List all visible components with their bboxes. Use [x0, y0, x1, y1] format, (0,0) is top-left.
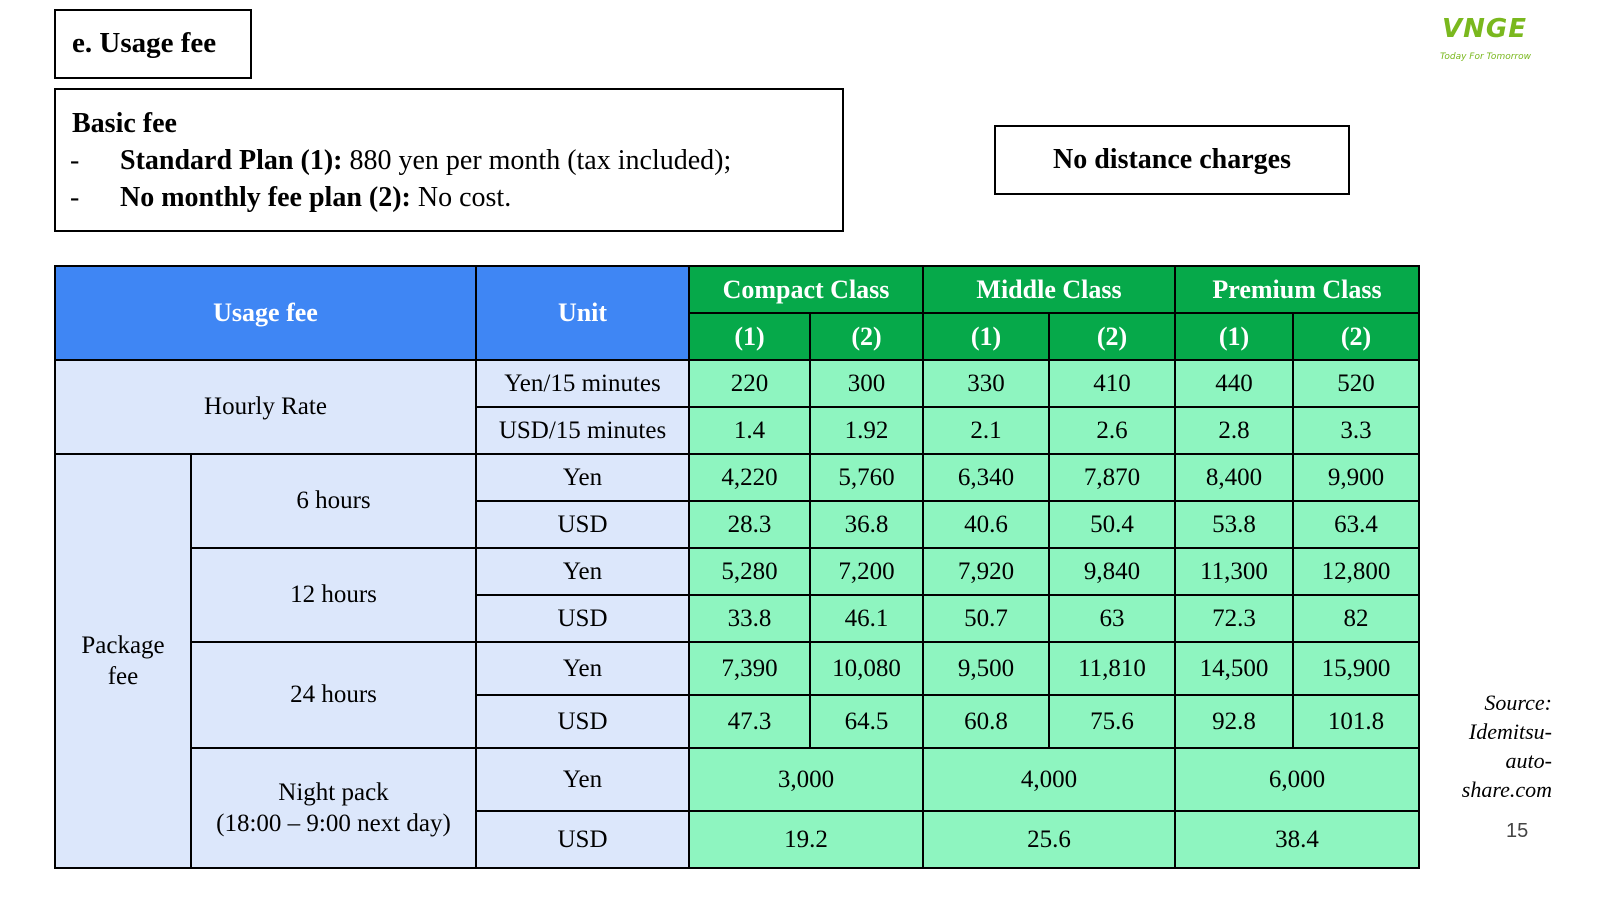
logo-brand: VNGE: [1442, 14, 1527, 44]
page-number: 15: [1506, 820, 1529, 842]
value-cell: 5,280: [689, 548, 810, 595]
unit-cell: Yen: [476, 642, 689, 695]
value-cell: 8,400: [1175, 454, 1293, 501]
value-cell: 38.4: [1175, 811, 1419, 868]
plan-name: Standard Plan (1):: [120, 145, 343, 176]
header-premium-class: Premium Class: [1175, 266, 1419, 313]
value-cell: 1.92: [810, 407, 923, 454]
plan-desc: 880 yen per month (tax included);: [342, 145, 732, 176]
header-plan: (1): [689, 313, 810, 360]
value-cell: 6,000: [1175, 748, 1419, 811]
value-cell: 28.3: [689, 501, 810, 548]
header-middle-class: Middle Class: [923, 266, 1175, 313]
value-cell: 36.8: [810, 501, 923, 548]
value-cell: 4,000: [923, 748, 1175, 811]
value-cell: 50.4: [1049, 501, 1175, 548]
section-title-box: [54, 9, 252, 79]
value-cell: 410: [1049, 360, 1175, 407]
value-cell: 15,900: [1293, 642, 1419, 695]
unit-cell: Yen: [476, 548, 689, 595]
value-cell: 11,300: [1175, 548, 1293, 595]
source-line: auto-: [1505, 748, 1552, 773]
value-cell: 300: [810, 360, 923, 407]
value-cell: 220: [689, 360, 810, 407]
unit-cell: USD: [476, 695, 689, 748]
vnge-logo: [1440, 6, 1566, 70]
usage-fee-table: [54, 265, 1420, 869]
header-plan: (1): [923, 313, 1049, 360]
table-row: [55, 548, 1419, 595]
value-cell: 7,390: [689, 642, 810, 695]
value-cell: 60.8: [923, 695, 1049, 748]
value-cell: 1.4: [689, 407, 810, 454]
value-cell: 33.8: [689, 595, 810, 642]
unit-cell: Yen/15 minutes: [476, 360, 689, 407]
basic-fee-box: [54, 88, 844, 232]
header-unit: Unit: [476, 266, 689, 360]
value-cell: 46.1: [810, 595, 923, 642]
duration-label-night-pack: [191, 748, 476, 868]
value-cell: 2.8: [1175, 407, 1293, 454]
duration-label: 6 hours: [191, 454, 476, 548]
section-title: e. Usage fee: [72, 27, 217, 59]
value-cell: 72.3: [1175, 595, 1293, 642]
plan-name: No monthly fee plan (2):: [120, 182, 411, 213]
source-line: share.com: [1461, 777, 1552, 802]
value-cell: 50.7: [923, 595, 1049, 642]
value-cell: 47.3: [689, 695, 810, 748]
value-cell: 440: [1175, 360, 1293, 407]
basic-fee-title: Basic fee: [72, 108, 177, 139]
value-cell: 63.4: [1293, 501, 1419, 548]
header-compact-class: Compact Class: [689, 266, 923, 313]
table-row: [55, 454, 1419, 501]
value-cell: 9,500: [923, 642, 1049, 695]
source-line: Idemitsu-: [1468, 719, 1552, 744]
row-label-package-fee: Package fee: [55, 454, 191, 868]
value-cell: 64.5: [810, 695, 923, 748]
value-cell: 3.3: [1293, 407, 1419, 454]
value-cell: 6,340: [923, 454, 1049, 501]
value-cell: 12,800: [1293, 548, 1419, 595]
value-cell: 9,900: [1293, 454, 1419, 501]
value-cell: 10,080: [810, 642, 923, 695]
value-cell: 330: [923, 360, 1049, 407]
plan-desc: No cost.: [410, 182, 512, 213]
header-usage-fee: Usage fee: [55, 266, 476, 360]
source-label: Source:: [1484, 690, 1552, 715]
duration-label: 12 hours: [191, 548, 476, 642]
value-cell: 7,870: [1049, 454, 1175, 501]
unit-cell: Yen: [476, 748, 689, 811]
value-cell: 40.6: [923, 501, 1049, 548]
table-row: [55, 748, 1419, 811]
value-cell: 101.8: [1293, 695, 1419, 748]
table-row: [55, 642, 1419, 695]
value-cell: 25.6: [923, 811, 1175, 868]
value-cell: 9,840: [1049, 548, 1175, 595]
row-label-hourly-rate: Hourly Rate: [55, 360, 476, 454]
value-cell: 92.8: [1175, 695, 1293, 748]
value-cell: 63: [1049, 595, 1175, 642]
value-cell: 14,500: [1175, 642, 1293, 695]
value-cell: 3,000: [689, 748, 923, 811]
value-cell: 4,220: [689, 454, 810, 501]
header-plan: (2): [1293, 313, 1419, 360]
value-cell: 11,810: [1049, 642, 1175, 695]
value-cell: 2.1: [923, 407, 1049, 454]
value-cell: 7,920: [923, 548, 1049, 595]
night-pack-title: Night pack: [278, 779, 389, 806]
unit-cell: USD/15 minutes: [476, 407, 689, 454]
basic-fee-item-standard: - Standard Plan (1): 880 yen per month (tax included);: [70, 145, 732, 176]
unit-cell: USD: [476, 595, 689, 642]
value-cell: 520: [1293, 360, 1419, 407]
value-cell: 7,200: [810, 548, 923, 595]
value-cell: 53.8: [1175, 501, 1293, 548]
header-plan: (2): [810, 313, 923, 360]
unit-cell: USD: [476, 501, 689, 548]
header-plan: (1): [1175, 313, 1293, 360]
value-cell: 75.6: [1049, 695, 1175, 748]
basic-fee-item-no-monthly: - No monthly fee plan (2): No cost.: [70, 182, 512, 213]
table-row: [55, 360, 1419, 407]
duration-label: 24 hours: [191, 642, 476, 748]
value-cell: 19.2: [689, 811, 923, 868]
header-plan: (2): [1049, 313, 1175, 360]
unit-cell: USD: [476, 811, 689, 868]
no-distance-charges-callout: No distance charges: [994, 125, 1350, 195]
value-cell: 5,760: [810, 454, 923, 501]
source-note: [1440, 688, 1552, 804]
night-pack-hours: (18:00 – 9:00 next day): [216, 810, 451, 837]
logo-tagline: Today For Tomorrow: [1440, 52, 1531, 62]
unit-cell: Yen: [476, 454, 689, 501]
value-cell: 82: [1293, 595, 1419, 642]
value-cell: 2.6: [1049, 407, 1175, 454]
